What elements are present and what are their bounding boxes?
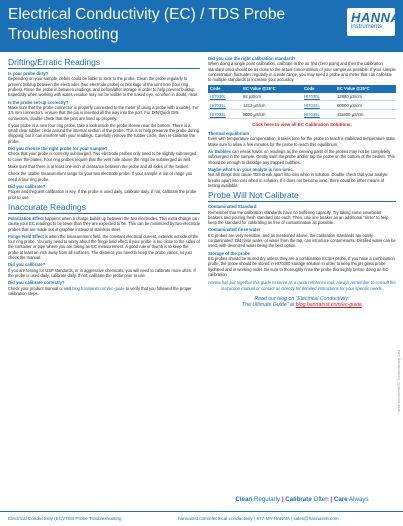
answer-standard: When doing a single point calibration, calibrate in the air first (zero point) and then the calibration standard used should be as close to the actual concentration of your sample as possible. If your sample concentration fluctuates regularly in a wide range, you may need a probe and meter that can calibrate to multiple standards to increase your accuracy.	[208, 61, 396, 83]
tagline	[208, 496, 396, 503]
blog-link[interactable]: blog.hannainst.com/ec-guide	[295, 302, 362, 309]
side-print-code: Hanna Instruments EC Troubleshooting Card	[397, 350, 401, 414]
answer-post: to verify that you followed the proper calibration steps.	[8, 285, 192, 297]
question-standard: Did you use the right calibration standard?	[208, 56, 296, 61]
table-header-row	[208, 85, 396, 93]
question-thermal: Thermal equilibrium	[208, 130, 250, 136]
ec-guide-link[interactable]: blog.hannainst.com/ec-guide	[72, 285, 125, 291]
answer-storage: EC probes should be stored dry unless they are a combination EC/pH probe. If you have a combination probe, the probe should be stored in HI70300 storage solution in order to keep the pH glass probe hydrated and in working order. Be sure to thoroughly rinse the probe thoroughly before doing an EC calibration.	[208, 256, 395, 278]
air-bubbles-text: can wreak havoc on readings as the sensing parts of the probes may not be completely submerged in the sample. Gently swirl the probe and/or tap the probe on the bottom of the beaker. This should be enough to dislodge any trapped bubbles.	[208, 148, 395, 165]
tagline-word: Often	[313, 496, 329, 503]
question-nonionic: Maybe what’s in your analyte is non-ionic.	[208, 166, 294, 172]
table-header: EC Value @25°C	[335, 85, 396, 93]
left-column	[8, 56, 200, 298]
product-code-link[interactable]: HI7031L	[208, 101, 241, 110]
tagline-word: Always	[349, 496, 369, 503]
logo-sub: instruments	[351, 24, 383, 30]
question-calibrate: Did you calibrate?	[8, 183, 46, 189]
tagline-word: Clean	[235, 496, 253, 503]
table-cell: 80000 µS/cm	[335, 101, 396, 110]
footer	[0, 511, 403, 526]
tagline-separator: |	[330, 496, 333, 503]
fringe-term: Fringe Field Effect	[8, 233, 44, 239]
answer-nonionic: Not all things that cause TDS break apart into ions while in solution. Double check that your analyte breaks apart into ions when in solution. If it does not become ionic, there could be other means of testing available.	[208, 172, 388, 188]
answer-setup-1: Make sure that the probe connector is properly connected to the meter (if using a probe with a cable). For 3.5 mm connectors, ensure that the pin is inserted all the way into the port. For DIN/Quick DIN connectors, double check that the pins are lined up properly.	[8, 105, 199, 121]
blog-line-1: Read our blog on “Electrical Conductivity:	[254, 295, 350, 302]
tagline-separator: |	[281, 496, 284, 503]
answer-pre: Check your product manual or visit	[8, 285, 73, 291]
tagline-word: Calibrate	[285, 496, 312, 503]
tagline-word: Care	[333, 496, 348, 503]
question-calibrate-2: Did you calibrate?	[8, 262, 46, 268]
table-cell: 12880 µS/cm	[335, 93, 396, 101]
tagline-word: Regularly	[253, 496, 281, 503]
question-setup: Is the probe set-up correctly?	[8, 99, 69, 105]
air-bubbles-paragraph	[208, 149, 396, 165]
right-column	[208, 56, 396, 309]
answer-thermal: Even with temperature compensation, it takes time for the probe to reach a stabilized temperature state. Make sure to allow a few minutes for the probe to reach this equilibrium.	[208, 136, 396, 147]
logo-name: HANNA	[351, 10, 401, 25]
question-right-probe: Did you choose the right probe for your sample?	[8, 146, 108, 152]
table-cell: 84 µS/cm	[241, 93, 302, 101]
table-row	[208, 110, 396, 119]
answer-dirty: Depending on your sample, debris could be liable to stick to the probe. Clean the probe regularly to prevent buildup between the electrodes (two electrode probe) or blockage of the vent hole (four ring probes). Rinse the probe in between readings, and before/after storage in order to help prevent buildup. Especially when working with water, residue may not be visible to the naked eye, so when in doubt, rinse.	[8, 76, 199, 98]
product-code-link[interactable]: HI7030L	[208, 93, 241, 101]
calibration-table	[208, 85, 396, 119]
blog-line-2	[208, 302, 396, 309]
answer-right-probe-2: Make sure that there is at least one inch of clearance between the probe and all sides of the beaker.	[8, 164, 189, 170]
polarization-term: Polarization Effect	[8, 215, 44, 221]
table-cell: 111800 µS/cm	[335, 110, 396, 119]
question-storage: Storage of the probe	[208, 250, 251, 256]
guide-note: Hanna has put together this guide to serve as a quick reference tool. Always remember to consult the instruction manual or contact us directly for detailed instructions for your specific needs.	[208, 280, 396, 291]
question-contaminated-standard: Contaminated Standard	[208, 204, 257, 210]
answer-setup-2: If your probe is a new four ring probe, take a look inside the probe sleeve near the bottom. There is a small clear rubber circle around the internal section of the probe. This is to help preserve the probe during shipping, but it can interfere with your readings. Carefully remove the rubber circle, then re-calibrate the probe.	[8, 122, 200, 144]
hanna-logo[interactable]	[347, 8, 401, 36]
table-cell: 5000 µS/cm	[241, 110, 302, 119]
wont-calibrate-heading: Probe Will Not Calibrate	[208, 190, 396, 202]
answer-contaminated-standard: Remember that the calibration standards have no buffering capacity. Try taking some new/clean beakers and pouring fresh standard into each. Then, use one beaker as an additional “rinse” to help keep the standard for calibrating as free of contamination as possible.	[208, 209, 389, 226]
air-bubbles-term: Air Bubbles	[208, 148, 231, 154]
blog-line-2-text: The Ultimate Guide” at	[242, 302, 296, 309]
answer-right-probe-1: Check that your probe is correctly submerged. Two electrode probes only need to be slightly submerged to cover the plates. Four ring probes require that the vent hole above the rings be submerged as well.	[8, 151, 197, 162]
product-code-link[interactable]: HI7034L	[302, 101, 335, 110]
table-header: Code	[208, 85, 241, 93]
question-calibrate-correctly: Did you calibrate correctly?	[8, 280, 65, 286]
polarization-paragraph	[8, 216, 200, 232]
answer-right-probe-3: Check the usable measurement range for your two electrode probe. If your sample is out of range you need a four ring probe.	[8, 171, 193, 182]
answer-rinse-water: EC probes are very sensitive, and as mentioned above, the calibration standards are easily contaminated. Old rinse water, or water from the tap, can introduce contaminants. Distilled water can be used, with deionized water being the best option.	[208, 232, 396, 249]
answer-calibrate-2: If you are testing for USP standards, or in aggressive chemicals, you will need to calibrate more often. If the probe is used daily, calibrate daily. If not, calibrate the probe prior to use.	[8, 267, 196, 279]
inaccurate-heading: Inaccurate Readings	[8, 202, 200, 214]
view-solutions-link[interactable]: Click here to view all EC Calibration Solutions.	[252, 121, 352, 127]
header-banner	[0, 0, 403, 52]
footer-contact[interactable]: hannainst.com/electrical-conductivity | 877-MY-HANNA | sales@hannainst.com	[178, 516, 339, 521]
footer-title: Electrical Conductivity (EC)/TDS Probe Troubleshooting	[8, 516, 122, 521]
table-header: Code	[302, 85, 335, 93]
product-code-link[interactable]: HI7035L	[302, 110, 335, 119]
table-row	[208, 93, 396, 101]
product-code-link[interactable]: HI7030L	[302, 93, 335, 101]
product-code-link[interactable]: HI7033L	[208, 110, 241, 119]
answer-calibrate-correctly	[8, 286, 200, 297]
table-header: EC Value @25°C	[241, 85, 302, 93]
table-cell: 1413 µS/cm	[241, 101, 302, 110]
fringe-paragraph	[8, 234, 200, 260]
page-title: Electrical Conductivity (EC) / TDS Probe Troubleshooting	[8, 6, 286, 43]
polarization-text: happens when a charge builds up between the two electrodes. This extra charge can cause your EC readings to be lower than they are expected to be. This can be minimized by two-electrode probes that are made out of graphite instead of stainless steel.	[8, 215, 200, 232]
question-dirty: Is your probe dirty?	[8, 71, 49, 76]
blog-callout	[208, 296, 396, 309]
drift-heading: Drifting/Erratic Readings	[8, 57, 200, 69]
table-row	[208, 101, 396, 110]
fringe-text: is when the measurement field, the constant electrical current, extends outside of the four ring probe. You only need to worry about the fringe field effect if your probe is too close to the sides of the container or pipe where you are taking an EC measurement. A good rule of thumb is to keep the probe at least an inch away from all surfaces. The distance you need to keep the probe varies, so just check the manual.	[8, 233, 200, 261]
question-rinse-water: Contaminated rinse water	[208, 227, 261, 233]
answer-calibrate: Proper and frequent calibration is key. If the probe is used daily, calibrate daily. If not, calibrate the probe prior to use.	[8, 189, 197, 200]
